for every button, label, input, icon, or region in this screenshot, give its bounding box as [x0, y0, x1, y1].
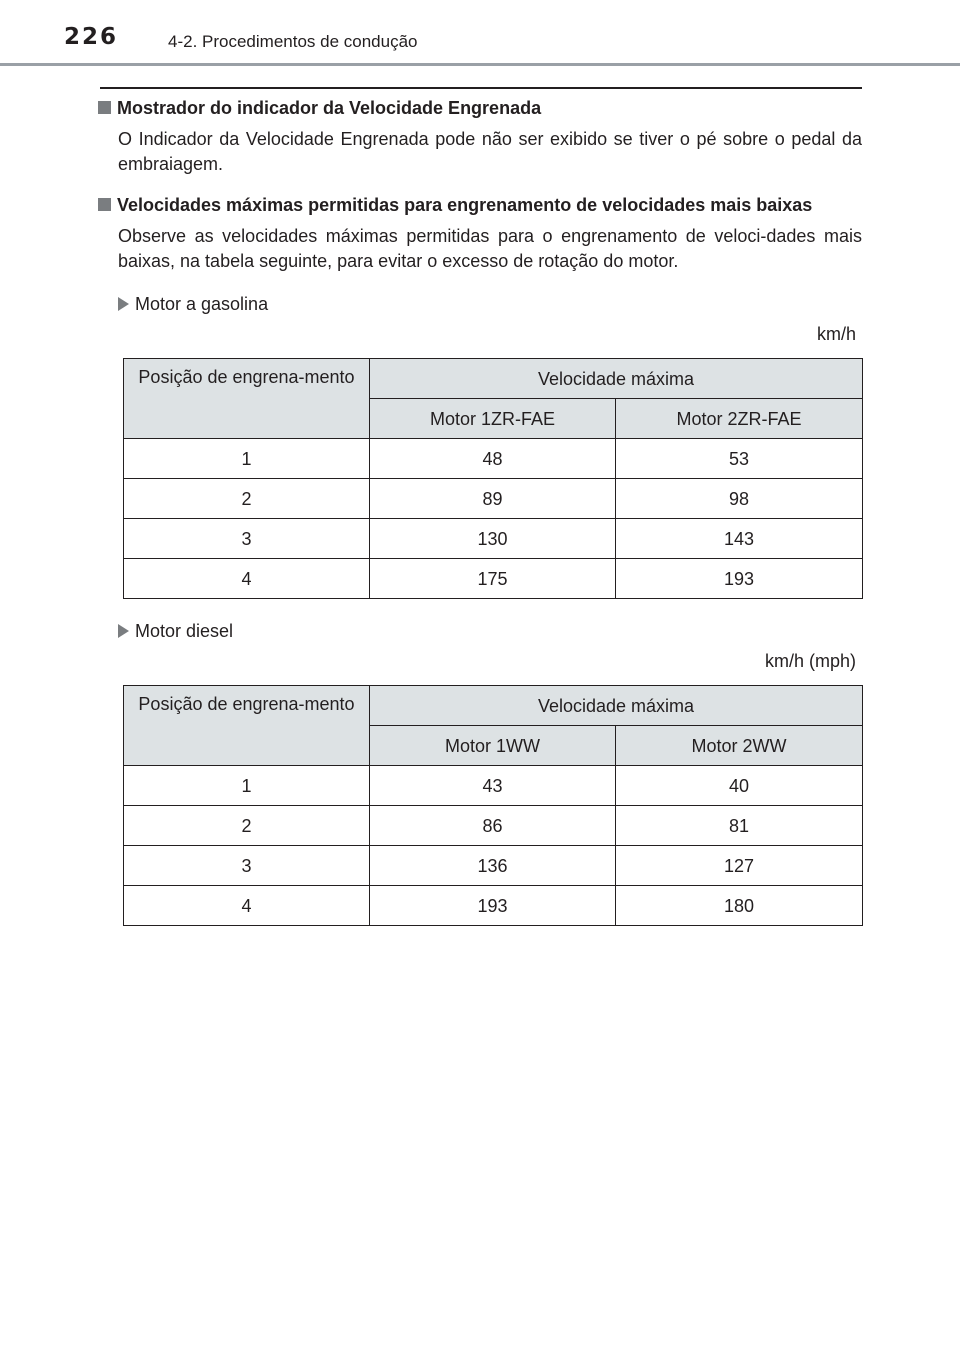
- position-column-header: Posição de engrena-mento: [124, 686, 370, 766]
- gasoline-speed-table: [123, 358, 863, 599]
- section-heading: [98, 193, 862, 217]
- speed-cell: 40: [616, 766, 863, 806]
- speed-cell: 86: [370, 806, 616, 846]
- table-row: [124, 439, 863, 479]
- page-content: [98, 96, 862, 926]
- header-rule: [0, 63, 960, 66]
- section-heading-text: Velocidades máximas permitidas para engrenamento de velocidades mais baixas: [117, 195, 813, 215]
- gasoline-subheading: [118, 292, 862, 316]
- speed-cell: 89: [370, 479, 616, 519]
- speed-cell: 48: [370, 439, 616, 479]
- gear-cell: 1: [124, 766, 370, 806]
- gear-cell: 1: [124, 439, 370, 479]
- gasoline-label: Motor a gasolina: [135, 294, 269, 314]
- speed-cell: 98: [616, 479, 863, 519]
- diesel-label: Motor diesel: [135, 621, 234, 641]
- table-row: [124, 846, 863, 886]
- max-speed-column-header: Velocidade máxima: [370, 359, 863, 399]
- engine-column-header: Motor 1WW: [370, 726, 616, 766]
- diesel-unit: km/h (mph): [764, 651, 856, 671]
- max-speed-column-header: Velocidade máxima: [370, 686, 863, 726]
- engine-column-header: Motor 1ZR-FAE: [370, 399, 616, 439]
- diesel-speed-table: [123, 685, 863, 926]
- table-row: [124, 806, 863, 846]
- section-paragraph: O Indicador da Velocidade Engrenada pode não ser exibido se tiver o pé sobre o pedal da embraiagem.: [118, 129, 862, 174]
- triangle-bullet-icon: [118, 624, 129, 638]
- speed-cell: 130: [370, 519, 616, 559]
- table-row: [124, 479, 863, 519]
- speed-cell: 53: [616, 439, 863, 479]
- speed-cell: 43: [370, 766, 616, 806]
- speed-cell: 193: [616, 559, 863, 599]
- gear-cell: 4: [124, 559, 370, 599]
- gasoline-unit: km/h: [816, 324, 856, 344]
- engine-column-header: Motor 2ZR-FAE: [616, 399, 863, 439]
- speed-cell: 143: [616, 519, 863, 559]
- gear-cell: 3: [124, 846, 370, 886]
- chapter-title: 4-2. Procedimentos de condução: [168, 32, 418, 51]
- section-heading: [98, 96, 862, 120]
- engine-column-header: Motor 2WW: [616, 726, 863, 766]
- table-row: [124, 519, 863, 559]
- speed-cell: 127: [616, 846, 863, 886]
- speed-cell: 193: [370, 886, 616, 926]
- speed-cell: 175: [370, 559, 616, 599]
- gear-cell: 3: [124, 519, 370, 559]
- page-header: [0, 0, 960, 66]
- section-rule: [100, 87, 862, 89]
- page-number: 226: [64, 24, 119, 50]
- section-paragraph: Observe as velocidades máximas permitidas para o engrenamento de veloci-dades mais baixas, na tabela seguinte, para evitar o excesso de rotação do motor.: [118, 226, 862, 271]
- table-row: [124, 886, 863, 926]
- speed-cell: 81: [616, 806, 863, 846]
- table-row: [124, 559, 863, 599]
- gear-cell: 2: [124, 806, 370, 846]
- gear-cell: 4: [124, 886, 370, 926]
- speed-cell: 180: [616, 886, 863, 926]
- position-column-header: Posição de engrena-mento: [124, 359, 370, 439]
- diesel-subheading: [118, 619, 862, 643]
- square-bullet-icon: [98, 198, 111, 211]
- section-heading-text: Mostrador do indicador da Velocidade Engrenada: [117, 98, 542, 118]
- square-bullet-icon: [98, 101, 111, 114]
- gear-cell: 2: [124, 479, 370, 519]
- speed-cell: 136: [370, 846, 616, 886]
- triangle-bullet-icon: [118, 297, 129, 311]
- table-row: [124, 766, 863, 806]
